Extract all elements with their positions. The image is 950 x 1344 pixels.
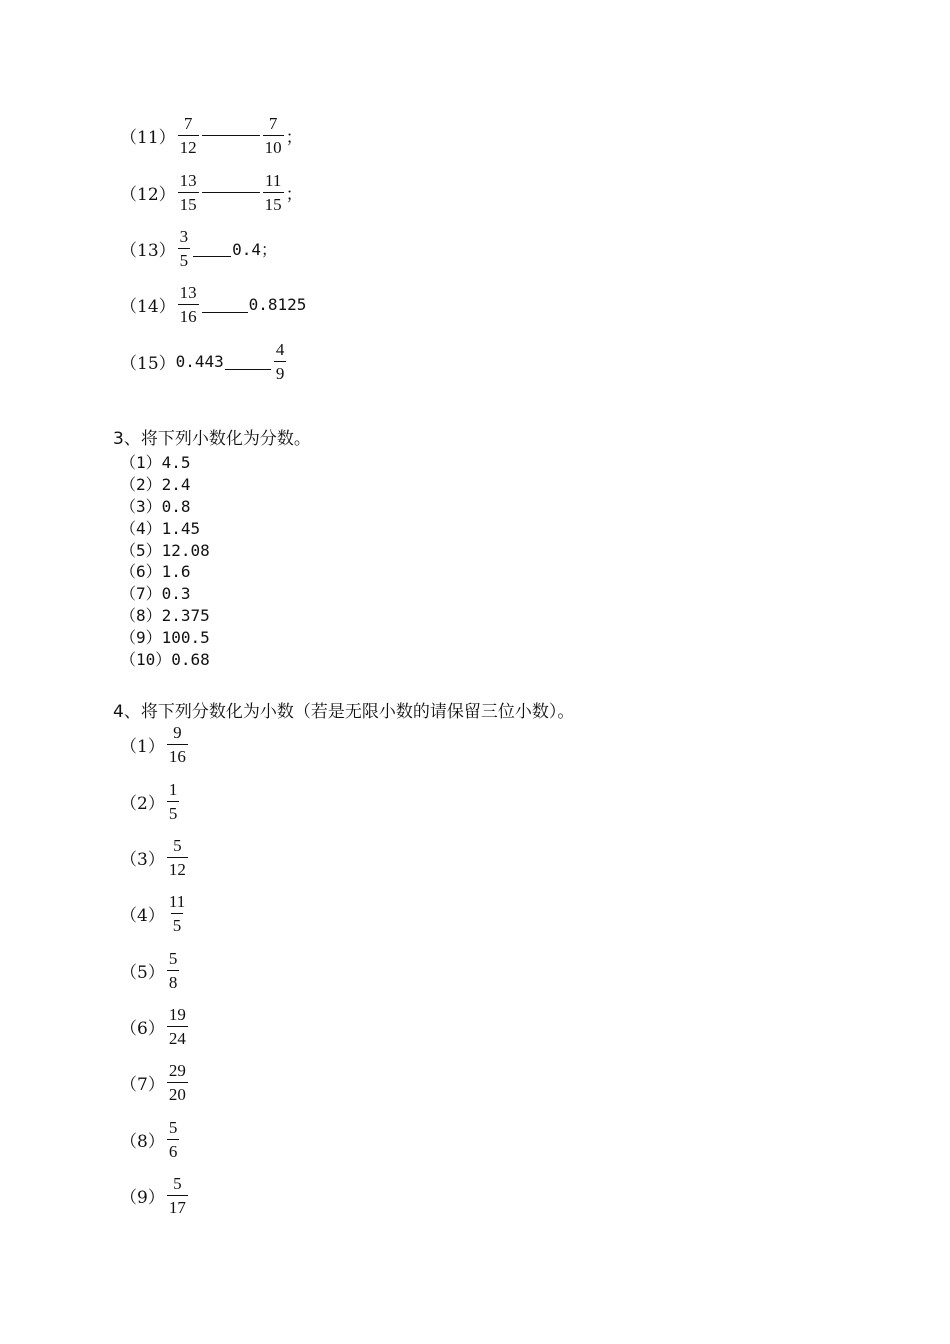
list-item: （3）0.8	[120, 496, 191, 516]
fraction-item	[120, 837, 190, 878]
list-item: （2）2.4	[120, 474, 191, 494]
item-label: （13）	[120, 241, 176, 261]
item-label: （14）	[120, 297, 176, 317]
item-label: （4）	[120, 906, 165, 926]
fraction-item	[120, 724, 190, 765]
list-item: （7）0.3	[120, 584, 191, 604]
decimal-left: 0.443	[175, 352, 224, 371]
list-item: （6）1.6	[120, 562, 191, 582]
fraction-item	[120, 950, 181, 991]
fraction: $\frac{11}{5}$	[168, 892, 186, 935]
fraction: $\frac{19}{24}$	[168, 1005, 186, 1048]
fraction-right: $\frac{11}{15}$	[264, 171, 282, 214]
fraction-right: $\frac{4}{9}$	[275, 340, 285, 383]
list-item: （5）12.08	[120, 540, 210, 560]
answer-blank[interactable]	[193, 256, 231, 257]
answer-blank[interactable]	[225, 369, 271, 370]
list-item: （9）100.5	[120, 628, 210, 648]
list-item: （10）0.68	[120, 650, 210, 670]
item-label: （11）	[120, 128, 176, 148]
compare-item-15	[120, 341, 288, 382]
item-label: （9）	[120, 1188, 165, 1208]
fraction-item	[120, 1175, 190, 1216]
list-item: （1）4.5	[120, 453, 191, 472]
compare-item-12	[120, 172, 303, 213]
item-label: （15）	[120, 354, 176, 374]
fraction: $\frac{29}{20}$	[168, 1061, 186, 1104]
item-end: ；	[285, 185, 303, 205]
fraction-right: $\frac{7}{10}$	[264, 114, 282, 157]
item-label: （2）	[120, 794, 165, 814]
fraction: $\frac{1}{5}$	[168, 780, 178, 823]
fraction-left: $\frac{7}{12}$	[179, 114, 197, 157]
fraction: $\frac{5}{12}$	[168, 836, 186, 879]
fraction-left: $\frac{3}{5}$	[179, 227, 189, 270]
compare-item-11	[120, 115, 303, 156]
fraction: $\frac{5}{17}$	[168, 1174, 186, 1217]
item-label: （1）	[120, 737, 165, 757]
section3-list	[120, 452, 210, 671]
answer-blank[interactable]	[202, 135, 260, 136]
section3-heading: 3、将下列小数化为分数。	[113, 429, 311, 449]
item-label: （3）	[120, 850, 165, 870]
item-end: ；	[285, 128, 303, 148]
compare-item-13	[120, 228, 277, 269]
compare-item-14	[120, 284, 306, 325]
fraction-item	[120, 1119, 181, 1160]
fraction: $\frac{5}{8}$	[168, 949, 178, 992]
fraction: $\frac{5}{6}$	[168, 1118, 178, 1161]
list-item: （4）1.45	[120, 518, 201, 538]
fraction: $\frac{9}{16}$	[168, 723, 186, 766]
decimal-right: 0.8125	[248, 295, 307, 314]
item-label: （8）	[120, 1132, 165, 1152]
fraction-left: $\frac{13}{15}$	[179, 171, 197, 214]
decimal-right: 0.4；	[232, 240, 278, 259]
fraction-item	[120, 893, 189, 934]
section4-heading: 4、将下列分数化为小数（若是无限小数的请保留三位小数）。	[113, 702, 575, 722]
item-label: （6）	[120, 1019, 165, 1039]
item-label: （12）	[120, 185, 176, 205]
list-item: （8）2.375	[120, 606, 210, 626]
fraction-item	[120, 1006, 190, 1047]
item-label: （5）	[120, 963, 165, 983]
fraction-item	[120, 1062, 190, 1103]
fraction-left: $\frac{13}{16}$	[179, 283, 197, 326]
answer-blank[interactable]	[202, 192, 260, 193]
fraction-item	[120, 781, 181, 822]
item-label: （7）	[120, 1075, 165, 1095]
answer-blank[interactable]	[202, 312, 248, 313]
